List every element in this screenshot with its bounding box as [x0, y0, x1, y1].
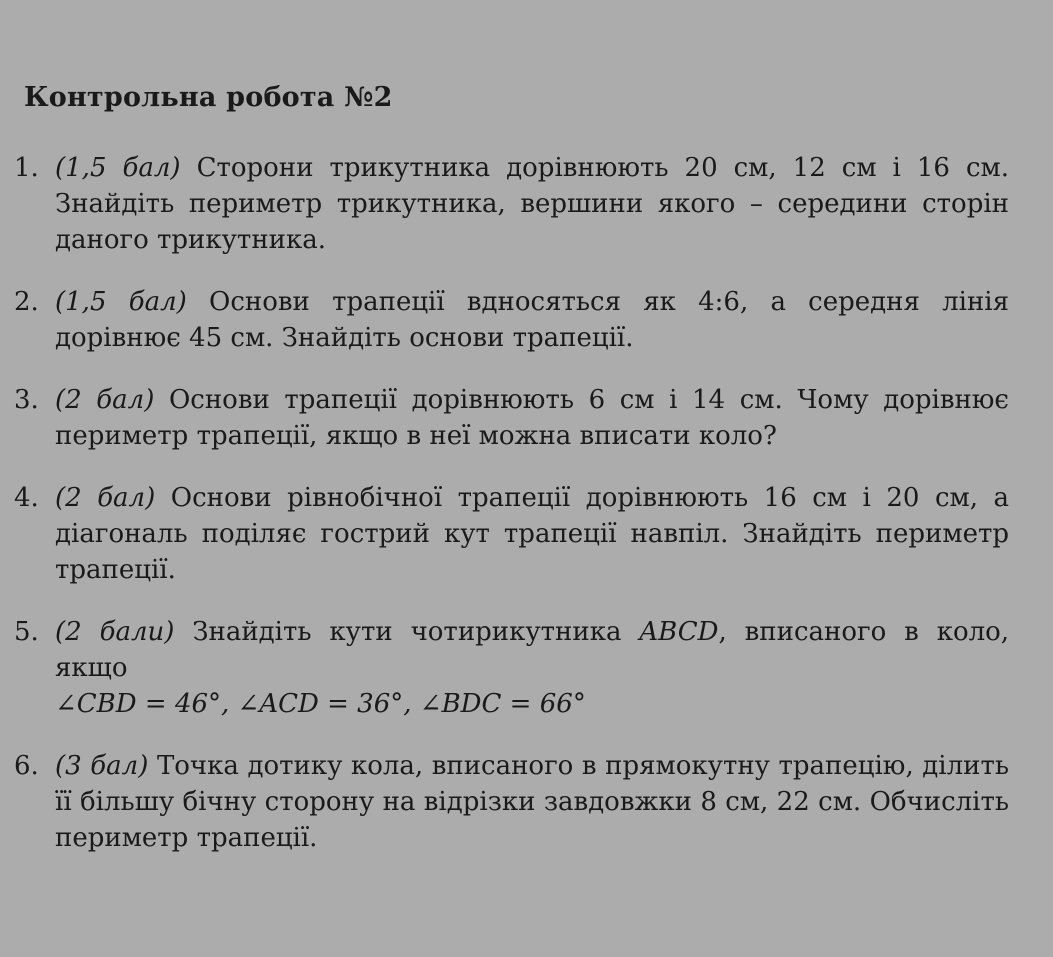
angle-formula: ∠CBD = 46°, ∠ACD = 36°, ∠BDC = 66°	[55, 689, 586, 719]
problem-3	[14, 382, 1009, 454]
problem-number: 4.	[14, 483, 39, 513]
problem-6	[14, 748, 1009, 856]
problem-points: (2 бал)	[55, 385, 155, 415]
quadrilateral-name: ABCD	[639, 617, 719, 647]
problem-5	[14, 614, 1009, 722]
problem-number: 1.	[14, 153, 39, 183]
problem-points: (3 бал)	[55, 751, 149, 781]
problem-text: Основи трапеції вдносяться як 4:6, а середня лінія дорівнює 45 см. Знайдіть основи трапеції.	[55, 287, 1010, 353]
problem-2	[14, 284, 1009, 356]
problem-number: 3.	[14, 385, 39, 415]
problem-text-continued: , вписаного в коло, якщо	[55, 617, 1010, 683]
problem-text: Основи трапеції дорівнюють 6 см і 14 см. Чому дорівнює периметр трапеції, якщо в неї можна вписати коло?	[55, 385, 1009, 451]
problem-text: Знайдіть кути чотирикутника	[192, 617, 622, 647]
problem-points: (1,5 бал)	[55, 153, 181, 183]
problem-points: (2 бали)	[55, 617, 175, 647]
problem-1	[14, 150, 1009, 258]
problem-number: 2.	[14, 287, 39, 317]
problem-points: (1,5 бал)	[55, 287, 187, 317]
problem-list	[14, 150, 1009, 856]
problem-text: Сторони трикутника дорівнюють 20 см, 12 см і 16 см. Знайдіть периметр трикутника, вершини якого – середини сторін даного трикутника.	[55, 153, 1009, 255]
problem-text: Основи рівнобічної трапеції дорівнюють 16 см і 20 см, а діагональ поділяє гострий кут трапеції навпіл. Знайдіть периметр трапеції.	[55, 483, 1009, 585]
problem-number: 5.	[14, 617, 39, 647]
problem-4	[14, 480, 1009, 588]
problem-number: 6.	[14, 751, 39, 781]
problem-text: Точка дотику кола, вписаного в прямокутну трапецію, ділить її більшу бічну сторону на відрізки завдовжки 8 см, 22 см. Обчисліть периметр трапеції.	[55, 751, 1009, 853]
problem-points: (2 бал)	[55, 483, 156, 513]
page-title: Контрольна робота №2	[24, 82, 393, 113]
